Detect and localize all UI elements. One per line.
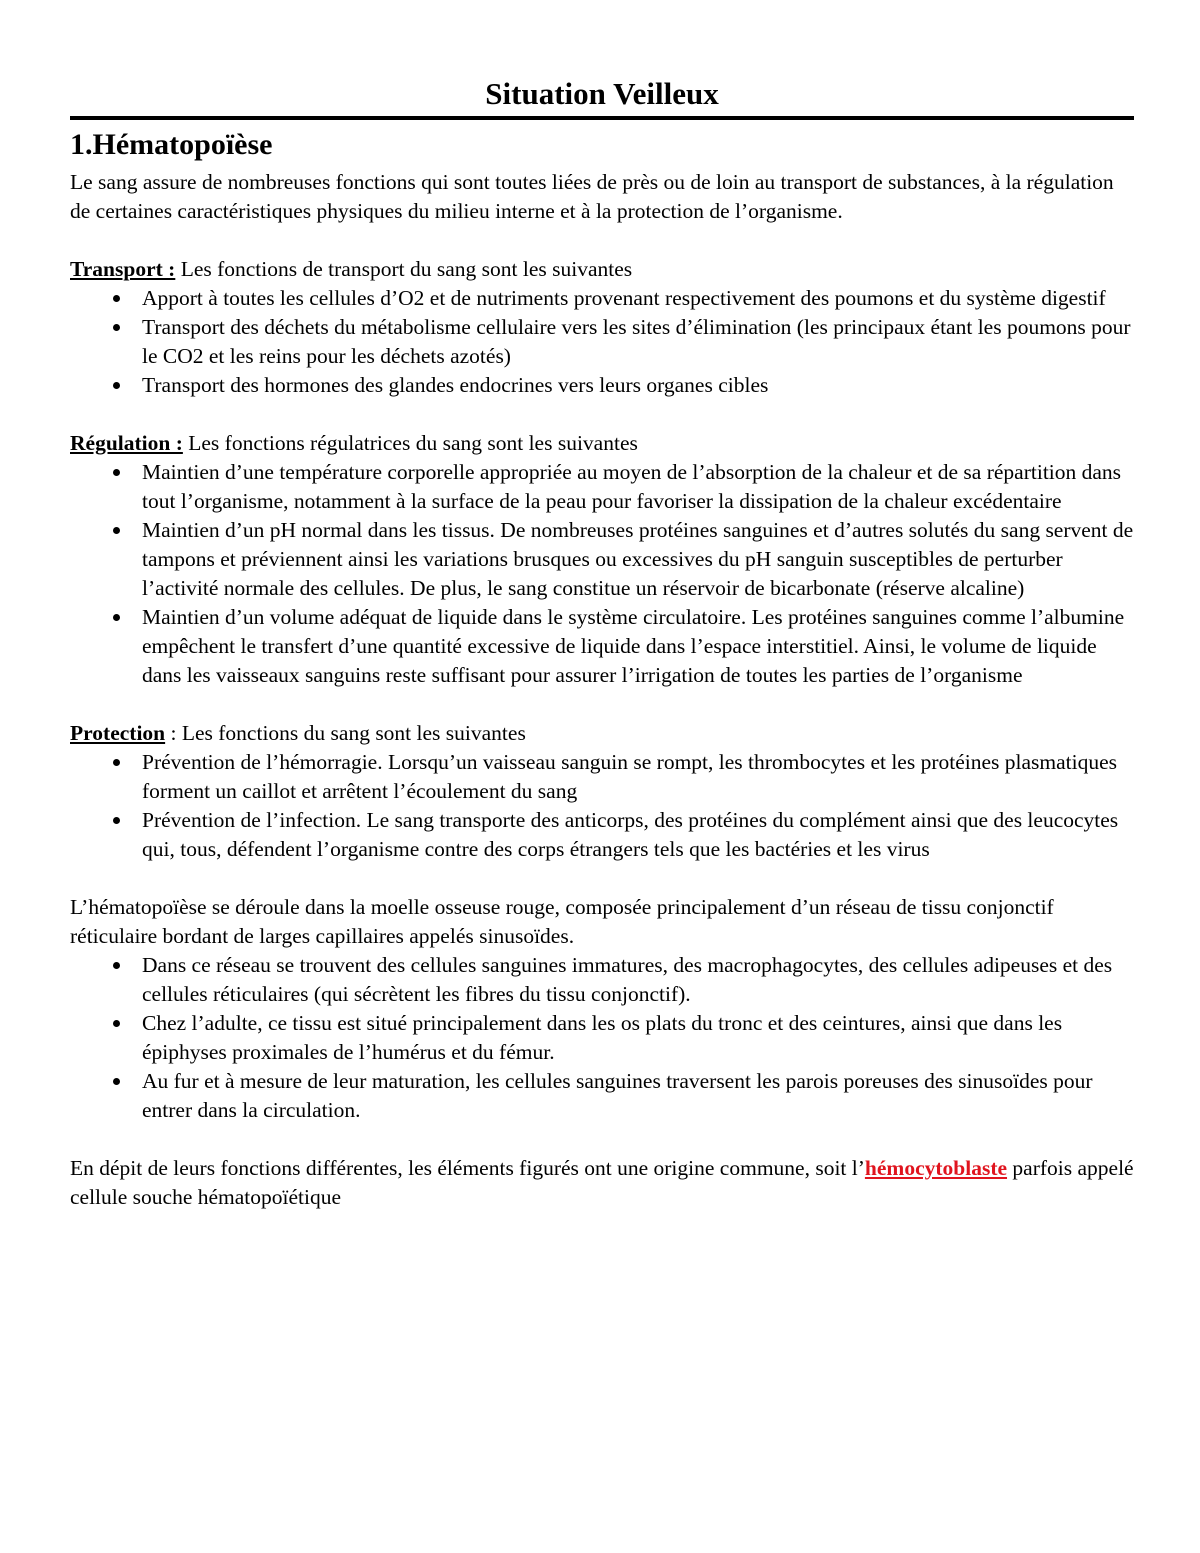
list-item: Dans ce réseau se trouvent des cellules sanguines immatures, des macrophagocytes, des cellules adipeuses et des cellules réticulaires (qui sécrètent les fibres du tissu conjonctif). (142, 951, 1134, 1009)
section-heading: 1.Hématopoïèse (70, 128, 273, 161)
regulation-lead (70, 429, 1134, 458)
list-item: Maintien d’un volume adéquat de liquide dans le système circulatoire. Les protéines sanguines comme l’albumine empêchent le transfert d’une quantité excessive de liquide dans l’espace interstitiel. Ainsi, le volume de liquide dans les vaisseaux sanguins reste suffisant pour assurer l’irrigation de toutes les parties de l’organisme (142, 603, 1134, 690)
page-title: Situation Veilleux (70, 74, 1134, 120)
protection-lead-text: : Les fonctions du sang sont les suivantes (165, 721, 526, 745)
transport-lead-text: Les fonctions de transport du sang sont les suivantes (175, 257, 633, 281)
hematopoiesis-list (70, 951, 1134, 1125)
regulation-label: Régulation : (70, 431, 183, 455)
list-item: Apport à toutes les cellules d’O2 et de nutriments provenant respectivement des poumons et du système digestif (142, 284, 1134, 313)
regulation-list (70, 458, 1134, 690)
list-item: Transport des déchets du métabolisme cellulaire vers les sites d’élimination (les principaux étant les poumons pour le CO2 et les reins pour les déchets azotés) (142, 313, 1134, 371)
regulation-lead-text: Les fonctions régulatrices du sang sont les suivantes (182, 431, 638, 455)
transport-list (70, 284, 1134, 400)
list-item: Prévention de l’infection. Le sang transporte des anticorps, des protéines du complément ainsi que des leucocytes qui, tous, défendent l’organisme contre des corps étrangers tels que les bactéries et les virus (142, 806, 1134, 864)
list-item: Au fur et à mesure de leur maturation, les cellules sanguines traversent les parois poreuses des sinusoïdes pour entrer dans la circulation. (142, 1067, 1134, 1125)
conclusion-text: En dépit de leurs fonctions différentes, les éléments figurés ont une origine commune, soit l’ (70, 1156, 865, 1180)
list-item: Chez l’adulte, ce tissu est situé principalement dans les os plats du tronc et des ceintures, ainsi que dans les épiphyses proximales de l’humérus et du fémur. (142, 1009, 1134, 1067)
intro-paragraph: Le sang assure de nombreuses fonctions qui sont toutes liées de près ou de loin au transport de substances, à la régulation de certaines caractéristiques physiques du milieu interne et à la protection de l’organisme. (70, 170, 1114, 223)
hemocytoblast-term: hémocytoblaste (864, 1156, 1008, 1180)
protection-lead (70, 719, 1134, 748)
conclusion-paragraph (70, 1154, 1134, 1212)
transport-label: Transport : (70, 257, 176, 281)
list-item: Maintien d’une température corporelle appropriée au moyen de l’absorption de la chaleur et de sa répartition dans tout l’organisme, notamment à la surface de la peau pour favoriser la dissipation de la chaleur excédentaire (142, 458, 1134, 516)
transport-lead (70, 255, 1134, 284)
protection-list (70, 748, 1134, 864)
conclusion-text-end: parfois appelé cellule souche hématopoïétique (70, 1156, 1134, 1209)
list-item: Maintien d’un pH normal dans les tissus. De nombreuses protéines sanguines et d’autres solutés du sang servent de tampons et préviennent ainsi les variations brusques ou excessives du pH sanguin susceptibles de perturber l’activité normale des cellules. De plus, le sang constitue un réservoir de bicarbonate (réserve alcaline) (142, 516, 1134, 603)
protection-label: Protection (70, 721, 166, 745)
list-item: Transport des hormones des glandes endocrines vers leurs organes cibles (142, 371, 1134, 400)
list-item: Prévention de l’hémorragie. Lorsqu’un vaisseau sanguin se rompt, les thrombocytes et les protéines plasmatiques forment un caillot et arrêtent l’écoulement du sang (142, 748, 1134, 806)
hematopoiesis-paragraph: L’hématopoïèse se déroule dans la moelle osseuse rouge, composée principalement d’un réseau de tissu conjonctif réticulaire bordant de larges capillaires appelés sinusoïdes. (70, 895, 1054, 948)
